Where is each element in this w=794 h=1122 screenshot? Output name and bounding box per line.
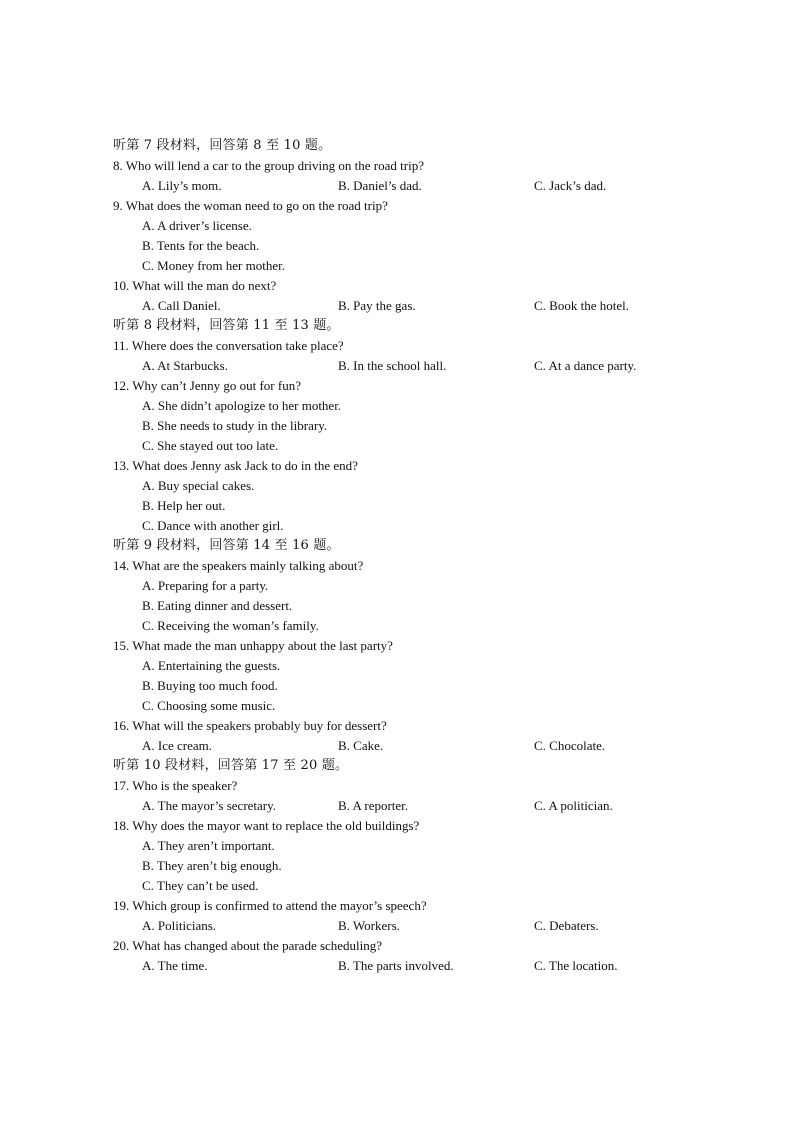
question-text: 20. What has changed about the parade scheduling? (113, 938, 383, 953)
option-row (113, 956, 753, 976)
question-text: 17. Who is the speaker? (113, 778, 238, 793)
answer-option: C. She stayed out too late. (142, 438, 279, 453)
question-text: 19. Which group is confirmed to attend the mayor’s speech? (113, 898, 427, 913)
answer-option: B. Pay the gas. (338, 298, 416, 313)
question-text: 18. Why does the mayor want to replace the old buildings? (113, 818, 420, 833)
answer-option: A. Call Daniel. (142, 298, 221, 313)
answer-option: A. The time. (142, 958, 208, 973)
answer-option: B. Help her out. (142, 498, 226, 513)
listening-questions (113, 136, 753, 976)
answer-option: B. She needs to study in the library. (142, 418, 328, 433)
section-header: 听第 9 段材料，回答第 14 至 16 题。 (113, 538, 340, 553)
answer-option: A. A driver’s license. (142, 218, 252, 233)
answer-option: B. A reporter. (338, 798, 409, 813)
answer-option: C. Book the hotel. (534, 298, 629, 313)
answer-option: C. Money from her mother. (142, 258, 285, 273)
section-header: 听第 8 段材料，回答第 11 至 13 题。 (113, 318, 340, 333)
answer-option: A. Lily’s mom. (142, 178, 222, 193)
answer-option: A. She didn’t apologize to her mother. (142, 398, 342, 413)
answer-option: B. In the school hall. (338, 358, 447, 373)
question-text: 13. What does Jenny ask Jack to do in the end? (113, 458, 358, 473)
answer-option: C. The location. (534, 958, 618, 973)
answer-option: C. Dance with another girl. (142, 518, 284, 533)
answer-option: C. At a dance party. (534, 358, 637, 373)
question-text: 16. What will the speakers probably buy for dessert? (113, 718, 387, 733)
answer-option: C. Chocolate. (534, 738, 606, 753)
option-row (113, 296, 753, 316)
answer-option: A. Buy special cakes. (142, 478, 255, 493)
option-row (113, 356, 753, 376)
answer-option: C. Receiving the woman’s family. (142, 618, 319, 633)
answer-option: C. They can’t be used. (142, 878, 259, 893)
question-text: 14. What are the speakers mainly talking about? (113, 558, 364, 573)
answer-option: B. Buying too much food. (142, 678, 278, 693)
option-row (113, 176, 753, 196)
answer-option: A. Politicians. (142, 918, 217, 933)
answer-option: C. Jack’s dad. (534, 178, 607, 193)
answer-option: C. A politician. (534, 798, 613, 813)
answer-option: C. Debaters. (534, 918, 599, 933)
question-text: 9. What does the woman need to go on the road trip? (113, 198, 388, 213)
answer-option: A. Preparing for a party. (142, 578, 269, 593)
question-text: 10. What will the man do next? (113, 278, 277, 293)
answer-option: C. Choosing some music. (142, 698, 276, 713)
answer-option: A. Ice cream. (142, 738, 213, 753)
answer-option: B. They aren’t big enough. (142, 858, 282, 873)
option-row (113, 796, 753, 816)
answer-option: A. Entertaining the guests. (142, 658, 281, 673)
question-text: 8. Who will lend a car to the group driving on the road trip? (113, 158, 424, 173)
option-row (113, 916, 753, 936)
answer-option: A. The mayor’s secretary. (142, 798, 277, 813)
section-header: 听第 10 段材料，回答第 17 至 20 题。 (113, 758, 349, 773)
answer-option: B. Workers. (338, 918, 400, 933)
answer-option: B. Eating dinner and dessert. (142, 598, 293, 613)
section-header: 听第 7 段材料，回答第 8 至 10 题。 (113, 138, 332, 153)
answer-option: A. They aren’t important. (142, 838, 275, 853)
option-row (113, 736, 753, 756)
answer-option: B. Daniel’s dad. (338, 178, 422, 193)
answer-option: B. The parts involved. (338, 958, 454, 973)
question-text: 12. Why can’t Jenny go out for fun? (113, 378, 301, 393)
answer-option: B. Cake. (338, 738, 384, 753)
answer-option: B. Tents for the beach. (142, 238, 260, 253)
answer-option: A. At Starbucks. (142, 358, 228, 373)
question-text: 11. Where does the conversation take place? (113, 338, 344, 353)
question-text: 15. What made the man unhappy about the last party? (113, 638, 393, 653)
